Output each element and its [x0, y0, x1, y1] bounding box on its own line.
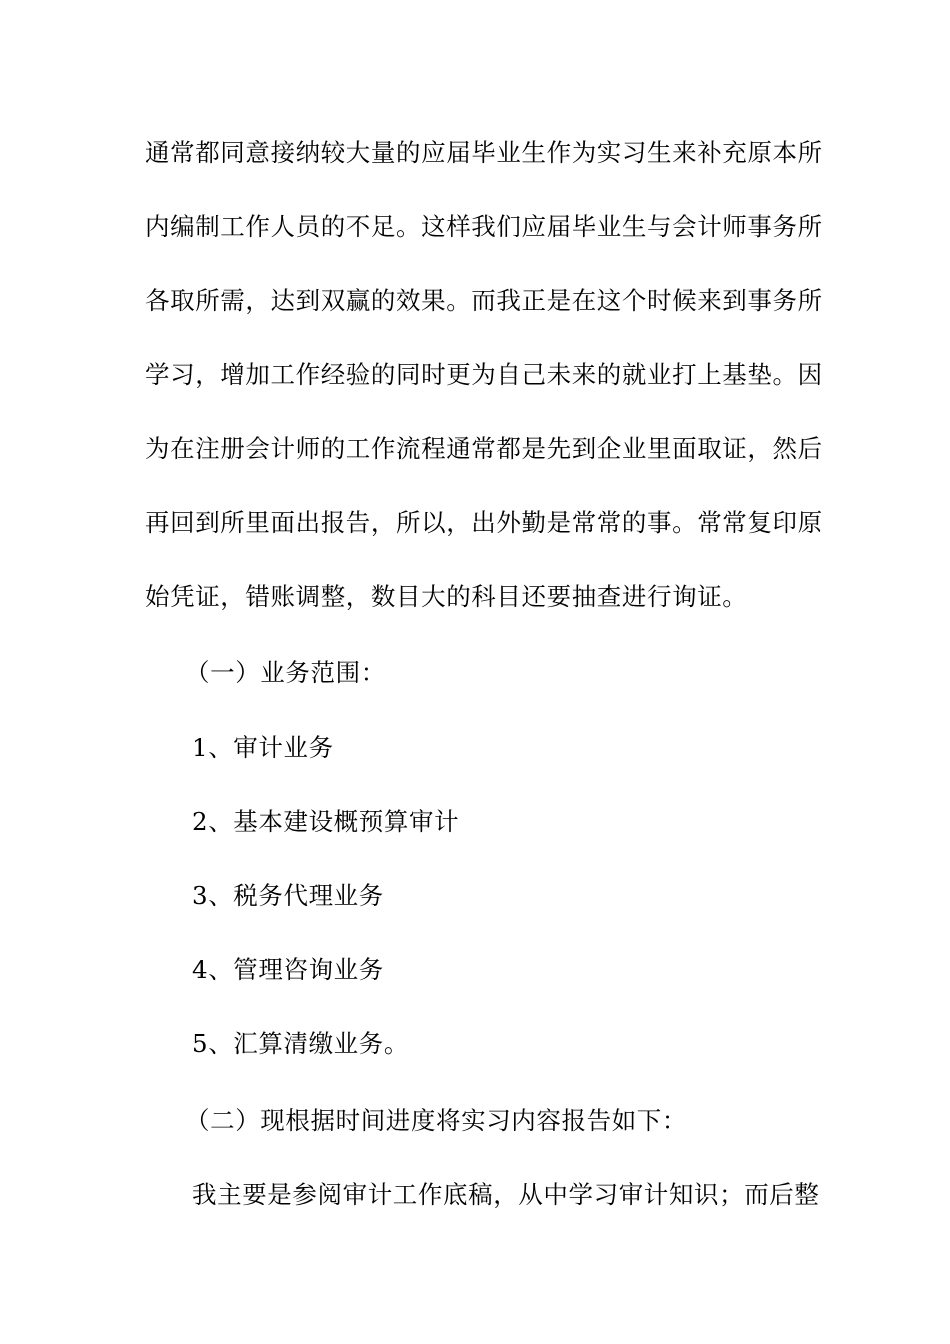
list-item: 3、税务代理业务 [192, 881, 384, 910]
list-item: 2、基本建设概预算审计 [192, 807, 460, 836]
paragraph-line: 学习，增加工作经验的同时更为自己未来的就业打上基垫。因 [145, 360, 823, 389]
paragraph-line: 再回到所里面出报告，所以，出外勤是常常的事。常常复印原 [145, 508, 823, 537]
section-heading-internship-content: （二）现根据时间进度将实习内容报告如下： [185, 1106, 687, 1135]
list-item: 4、管理咨询业务 [192, 955, 384, 984]
list-item: 1、审计业务 [192, 733, 334, 762]
paragraph-line: 始凭证，错账调整，数目大的科目还要抽查进行询证。 [145, 582, 748, 611]
paragraph-line: 内编制工作人员的不足。这样我们应届毕业生与会计师事务所 [145, 212, 823, 241]
paragraph-line: 通常都同意接纳较大量的应届毕业生作为实习生来补充原本所 [145, 138, 823, 167]
section-heading-business-scope: （一）业务范围： [185, 658, 386, 687]
list-item: 5、汇算清缴业务。 [192, 1029, 409, 1058]
paragraph-line: 为在注册会计师的工作流程通常都是先到企业里面取证，然后 [145, 434, 823, 463]
paragraph-line: 我主要是参阅审计工作底稿，从中学习审计知识；而后整 [192, 1180, 820, 1209]
paragraph-line: 各取所需，达到双赢的效果。而我正是在这个时候来到事务所 [145, 286, 823, 315]
